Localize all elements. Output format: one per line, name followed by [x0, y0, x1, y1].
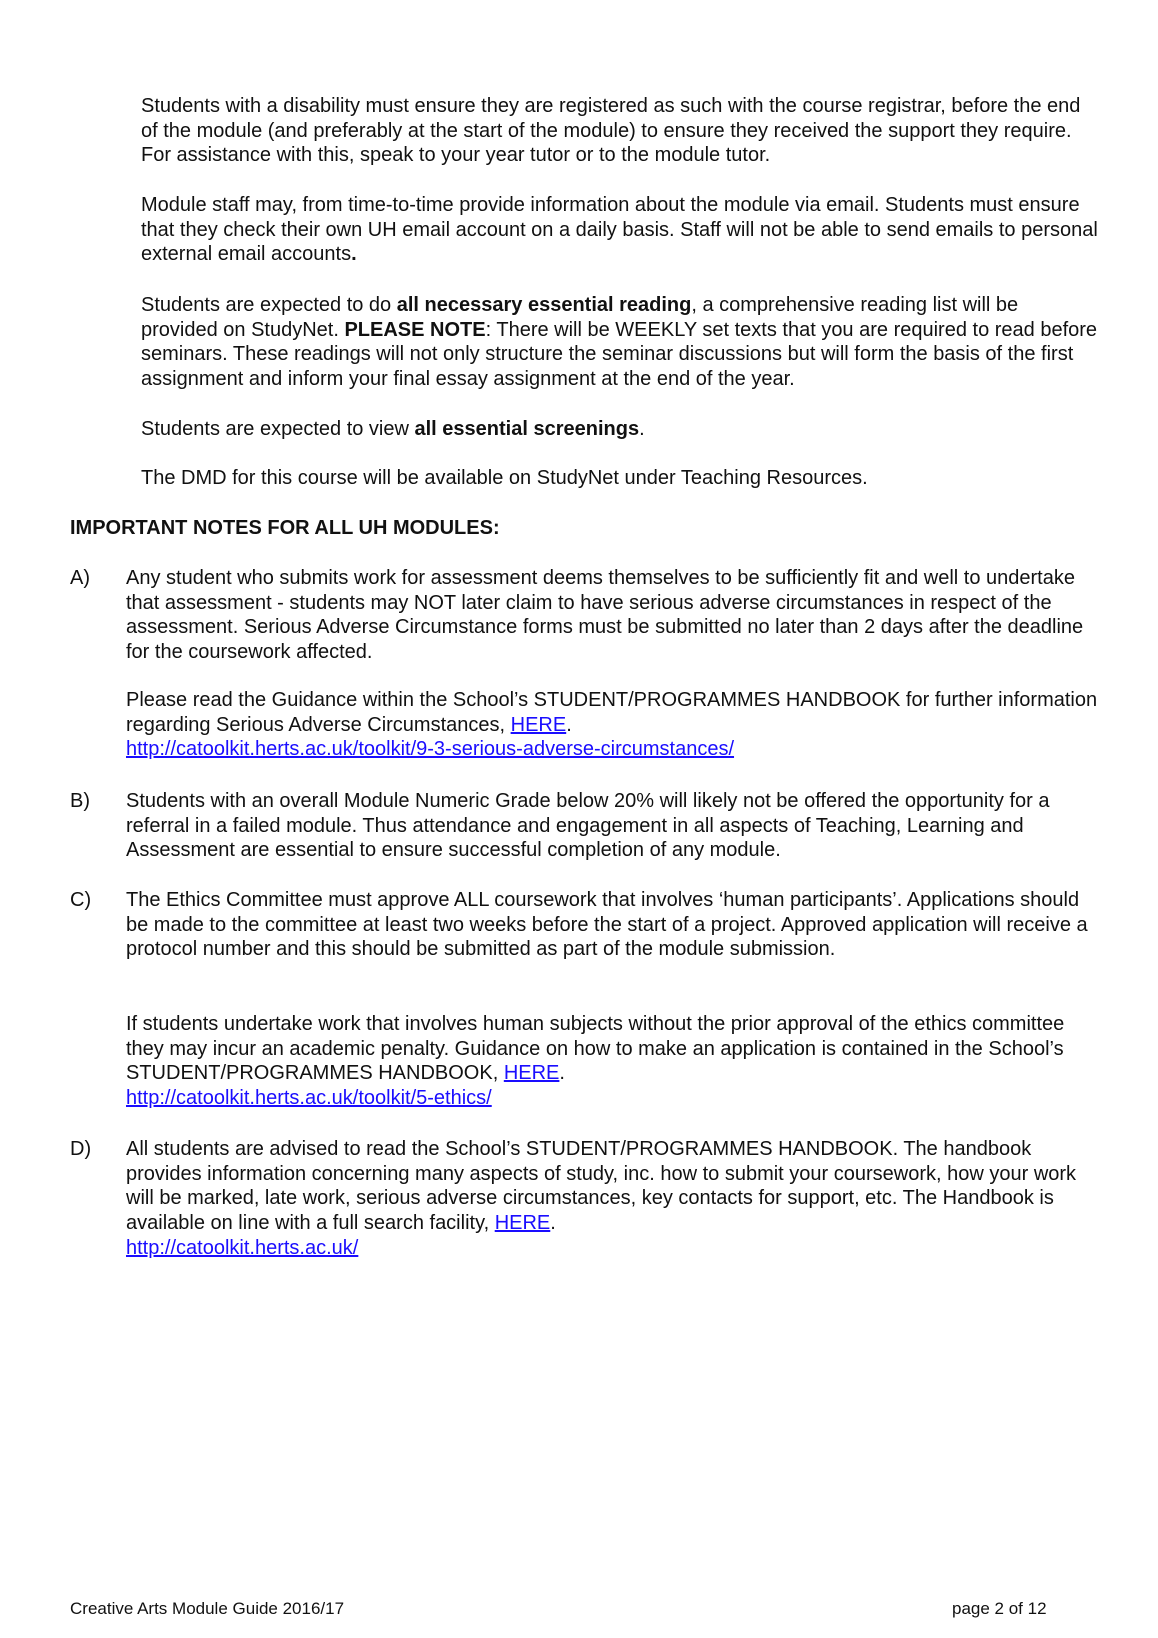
email-text: Module staff may, from time-to-time provide information about the module via email. Students must ensure that they check their own UH email account on a daily basis. Staff will not be able to send emails to personal external email accounts [141, 194, 1098, 266]
screenings-paragraph [141, 417, 1099, 442]
screenings-text: Students are expected to view [141, 418, 415, 440]
email-paragraph [141, 193, 1099, 267]
note-d-text [126, 1137, 1101, 1261]
dmd-paragraph: The DMD for this course will be available on StudyNet under Teaching Resources. [141, 467, 868, 489]
footer-title: Creative Arts Module Guide 2016/17 [70, 1599, 345, 1618]
note-d-dot: . [550, 1212, 556, 1235]
section-heading: IMPORTANT NOTES FOR ALL UH MODULES: [70, 517, 500, 539]
note-a-marker: A) [70, 567, 90, 589]
email-end: . [351, 243, 357, 266]
reading-paragraph [141, 293, 1099, 392]
reading-bold-1: all necessary essential reading [396, 294, 692, 316]
note-d-here-link[interactable]: HERE [494, 1212, 551, 1235]
note-c-here-link[interactable]: HERE [503, 1062, 560, 1085]
note-b-marker: B) [70, 790, 90, 812]
note-c-guidance [126, 1012, 1101, 1111]
reading-text-3: : There will be WEEKLY set texts that you are required to read before seminars. These readings will not only structure the seminar discussions but will form the basis of the first assignment and inform your final essay assignment at the end of the year. [141, 318, 1098, 391]
page-number: page 2 of 12 [952, 1599, 1047, 1618]
reading-text-2: , a comprehensive reading list will be provided on StudyNet. [141, 294, 1019, 341]
note-a-guidance [126, 688, 1101, 762]
note-c-guidance-text: If students undertake work that involves human subjects without the prior approval of the ethics committee they may incur an academic penalty. Guidance on how to make an application is contained in the School’s STUDENT/PROGRAMMES HANDBOOK, [126, 1013, 1065, 1085]
note-c-text: The Ethics Committee must approve ALL coursework that involves ‘human participants’. Applications should be made to the committee at least two weeks before the start of a project. Approved application will receive a protocol number and this should be submitted as part of the module submission. [126, 889, 1088, 961]
reading-text-1: Students are expected to do [141, 294, 397, 316]
note-a-url-link[interactable]: http://catoolkit.herts.ac.uk/toolkit/9-3-serious-adverse-circumstances/ [126, 738, 735, 761]
screenings-end: . [639, 418, 645, 440]
note-c-dot: . [559, 1062, 565, 1085]
disability-paragraph: Students with a disability must ensure they are registered as such with the course registrar, before the end of the module (and preferably at the start of the module) to ensure they received the support they require. For assistance with this, speak to your year tutor or to the module tutor. [141, 95, 1081, 167]
screenings-bold: all essential screenings [414, 418, 640, 440]
note-a-here-link[interactable]: HERE [510, 713, 567, 736]
note-d-url-link[interactable]: http://catoolkit.herts.ac.uk/ [126, 1236, 359, 1259]
note-a-dot: . [566, 713, 572, 736]
note-a-guidance-text: Please read the Guidance within the School’s STUDENT/PROGRAMMES HANDBOOK for further information regarding Serious Adverse Circumstances, [126, 689, 1098, 736]
note-d-body: All students are advised to read the School’s STUDENT/PROGRAMMES HANDBOOK. The handbook provides information concerning many aspects of study, inc. how to submit your coursework, how your work will be marked, late work, serious adverse circumstances, key contacts for support, etc. The Handbook is available on line with a full search facility, [126, 1138, 1077, 1235]
note-b-text: Students with an overall Module Numeric Grade below 20% will likely not be offered the opportunity for a referral in a failed module. Thus attendance and engagement in all aspects of Teaching, Learning and Assessment are essential to ensure successful completion of any module. [126, 790, 1050, 862]
please-note: PLEASE NOTE [344, 318, 486, 341]
note-c-url-link[interactable]: http://catoolkit.herts.ac.uk/toolkit/5-ethics/ [126, 1087, 492, 1110]
note-c-marker: C) [70, 889, 92, 911]
note-d-marker: D) [70, 1138, 92, 1160]
note-a-text: Any student who submits work for assessment deems themselves to be sufficiently fit and well to undertake that assessment - students may NOT later claim to have serious adverse circumstances in respect of the assessment. Serious Adverse Circumstance forms must be submitted no later than 2 days after the deadline for the coursework affected. [126, 567, 1084, 664]
